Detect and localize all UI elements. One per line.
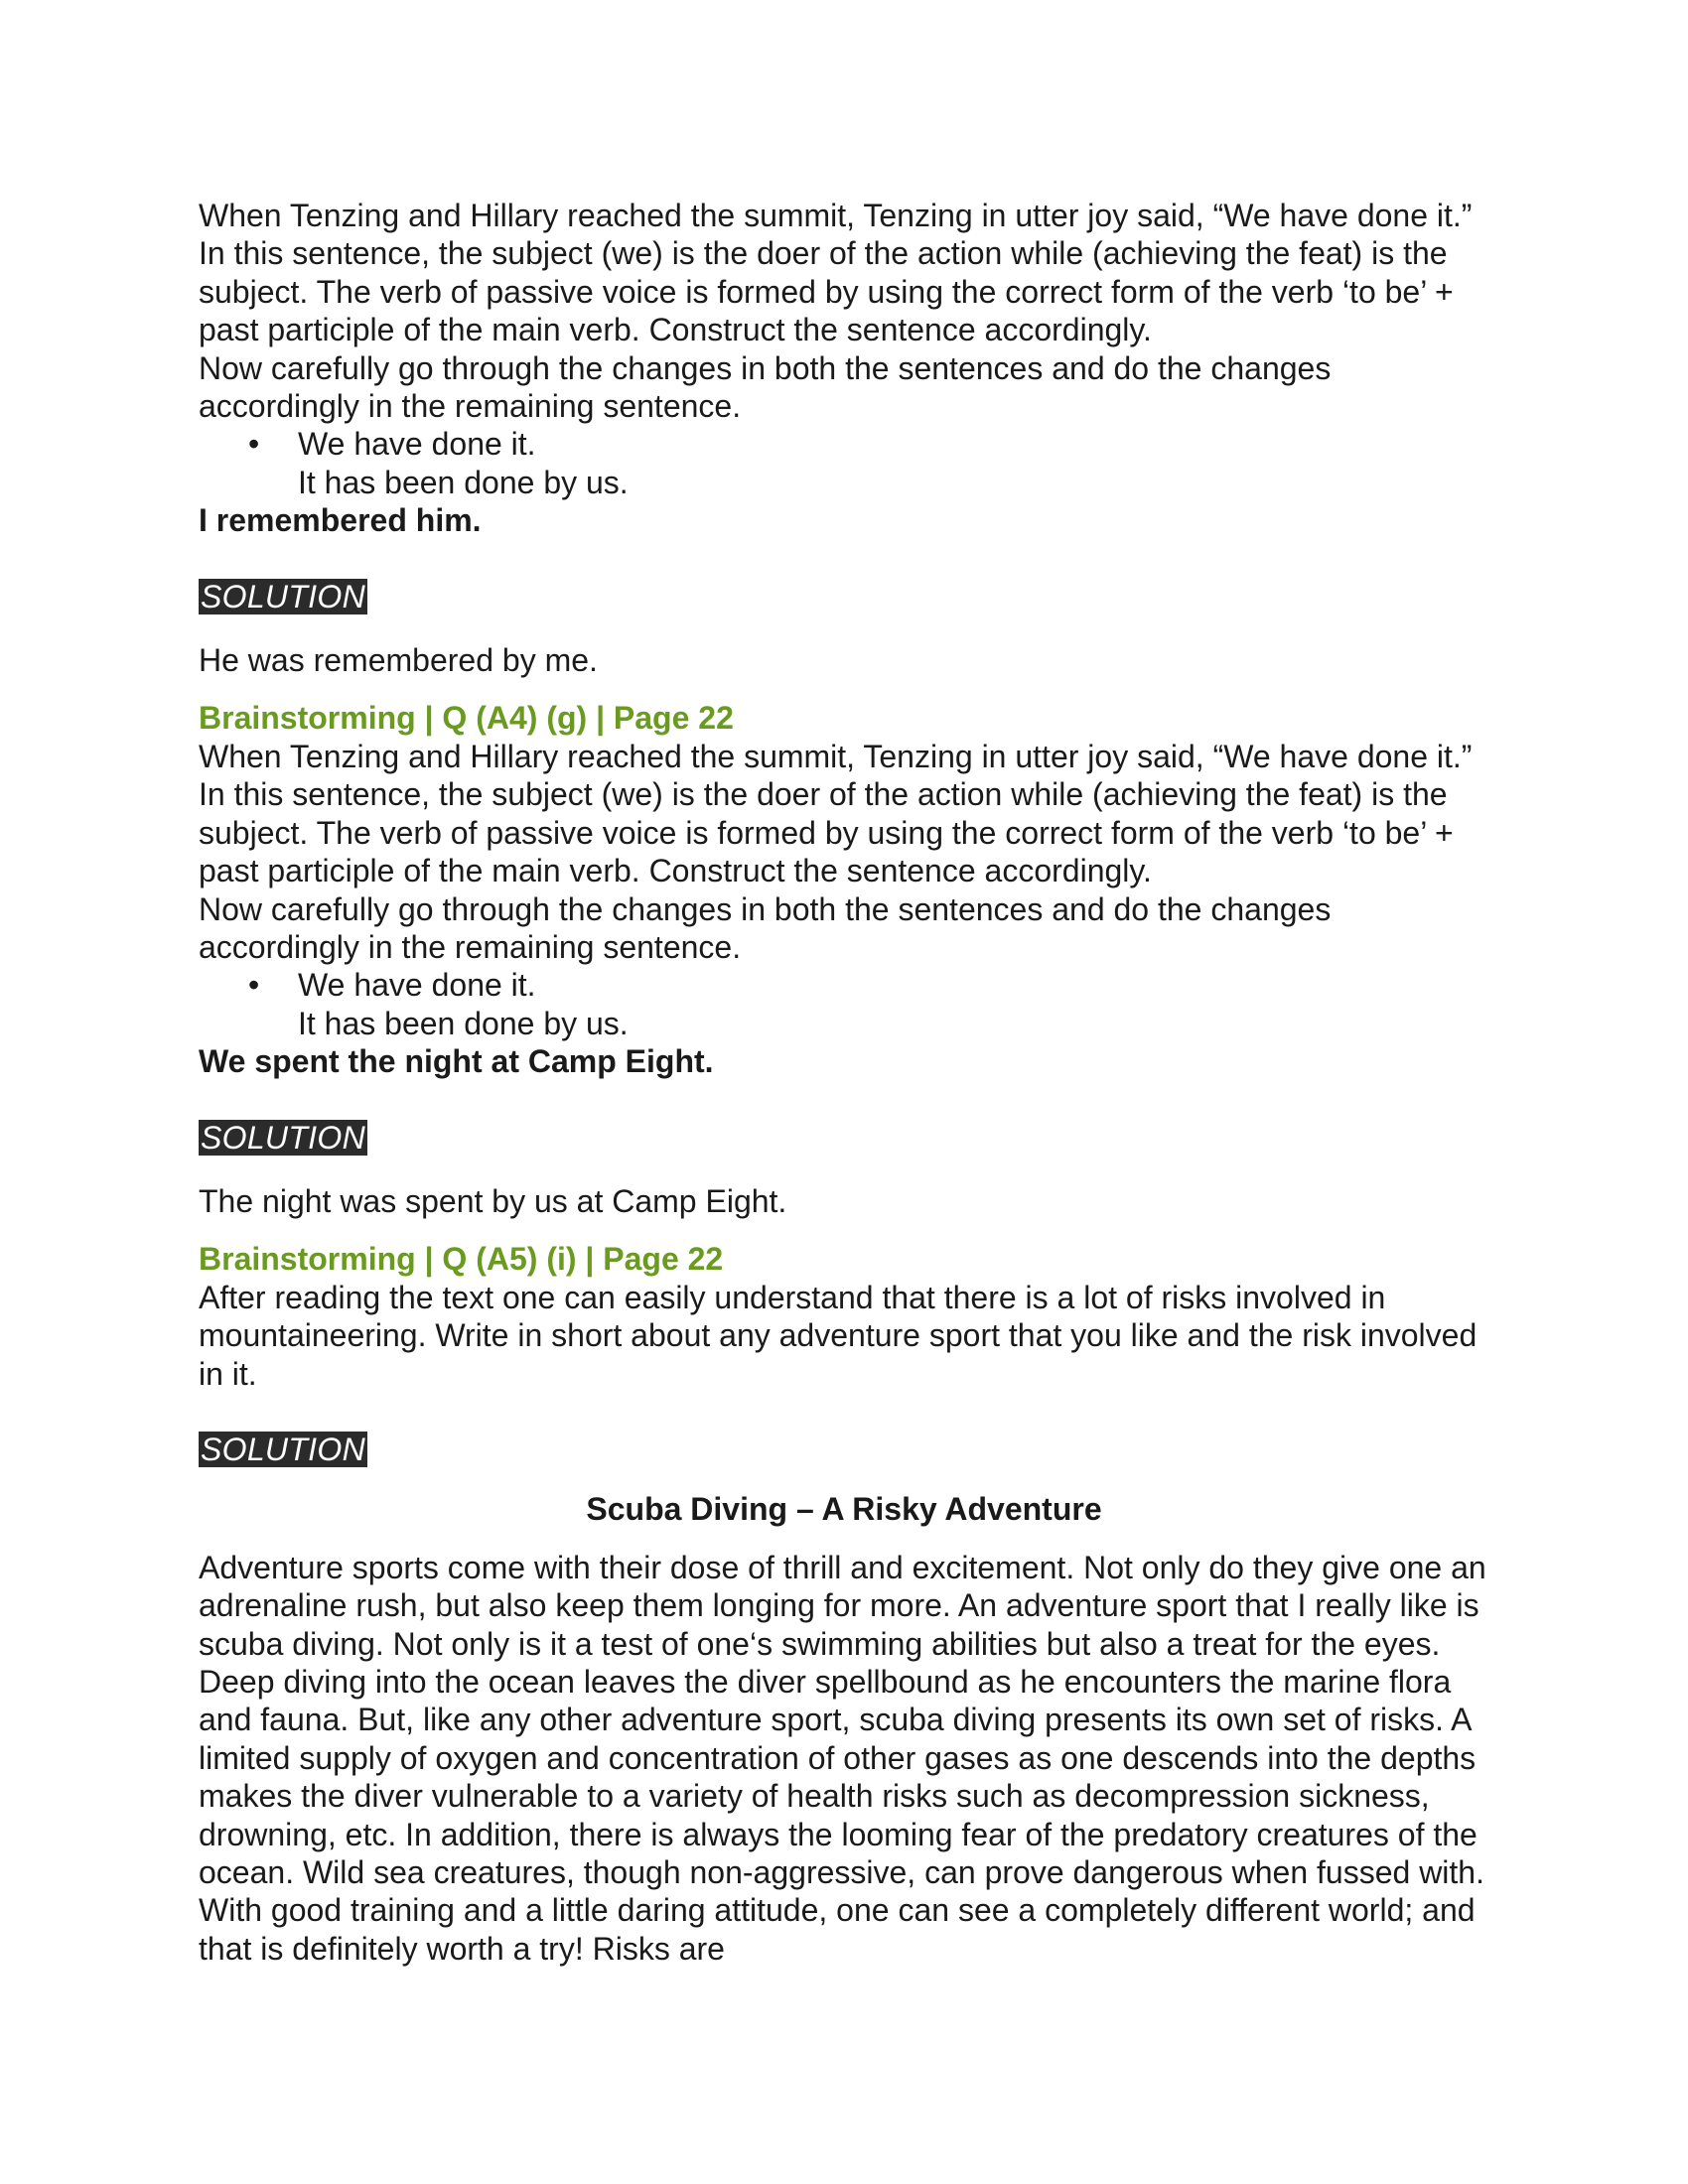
a4g-paragraph: When Tenzing and Hillary reached the summit, Tenzing in utter joy said, “We have done it.” In this sentence, the subject (we) is the doer of the action while (achieving the feat) is the subject. The verb of passive voice is formed by using the correct form of the verb ‘to be’ + past participle of the main verb. Construct the sentence accordingly. xyxy=(199,738,1473,889)
bullet-icon: • xyxy=(248,426,260,463)
bullet-continuation: It has been done by us. xyxy=(298,464,629,500)
list-item xyxy=(199,425,1489,463)
example-list xyxy=(199,966,1489,1004)
solution-label: SOLUTION xyxy=(201,578,365,614)
intro-paragraph: When Tenzing and Hillary reached the summit, Tenzing in utter joy said, “We have done it.” In this sentence, the subject (we) is the doer of the action while (achieving the feat) is the subject. The verb of passive voice is formed by using the correct form of the verb ‘to be’ + past participle of the main verb. Construct the sentence accordingly. xyxy=(199,198,1473,348)
bullet-text: We have done it. xyxy=(298,967,536,1004)
solution-answer: He was remembered by me. xyxy=(199,642,598,679)
bullet-text: We have done it. xyxy=(298,426,536,463)
solution-block xyxy=(199,1119,1489,1157)
a4g-instruction: Now carefully go through the changes in both the sentences and do the changes accordingly in the remaining sentence. xyxy=(199,890,1332,965)
solution-answer: The night was spent by us at Camp Eight. xyxy=(199,1182,787,1219)
question-sentence: I remembered him. xyxy=(199,502,482,539)
list-item xyxy=(199,966,1489,1004)
solution-block xyxy=(199,578,1489,615)
solution-label: SOLUTION xyxy=(201,1431,365,1467)
document-page xyxy=(199,197,1489,1968)
example-list xyxy=(199,425,1489,463)
intro-instruction: Now carefully go through the changes in both the sentences and do the changes accordingly in the remaining sentence. xyxy=(199,349,1332,425)
essay-body: Adventure sports come with their dose of thrill and excitement. Not only do they give one an adrenaline rush, but also keep them longing for more. An adventure sport that I really like is scuba diving. Not only is it a test of one‘s swimming abilities but also a treat for the eyes. Deep diving into the ocean leaves the diver spellbound as he encounters the marine flora and fauna. But, like any other adventure sport, scuba diving presents its own set of risks. A limited supply of oxygen and concentration of other gases as one descends into the depths makes the diver vulnerable to a variety of health risks such as decompression sickness, drowning, etc. In addition, there is always the looming fear of the predatory creatures of the ocean. Wild sea creatures, though non-aggressive, can prove dangerous when fussed with. With good training and a little daring attitude, one can see a completely different world; and that is definitely worth a try! Risks are xyxy=(199,1549,1486,1967)
section-heading-a4g: Brainstorming | Q (A4) (g) | Page 22 xyxy=(199,700,734,737)
bullet-icon: • xyxy=(248,967,260,1004)
section-heading-a5i: Brainstorming | Q (A5) (i) | Page 22 xyxy=(199,1241,724,1278)
solution-block xyxy=(199,1431,1489,1468)
bullet-continuation: It has been done by us. xyxy=(298,1005,629,1041)
essay-title: Scuba Diving – A Risky Adventure xyxy=(586,1491,1102,1528)
solution-label: SOLUTION xyxy=(201,1119,365,1156)
question-sentence: We spent the night at Camp Eight. xyxy=(199,1043,714,1080)
a5i-paragraph: After reading the text one can easily understand that there is a lot of risks involved in mountaineering. Write in short about any adventure sport that you like and the risk involved in it. xyxy=(199,1279,1477,1392)
